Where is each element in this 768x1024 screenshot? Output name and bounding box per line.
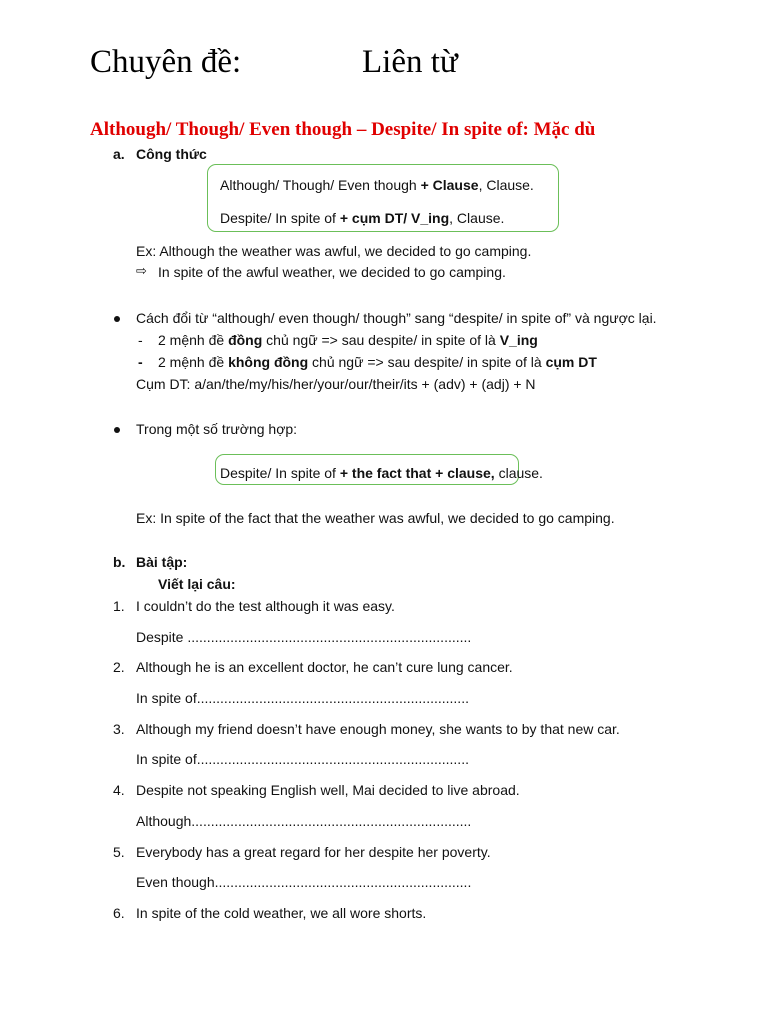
bullet-icon [114,427,120,433]
exercise-number: 3. [113,721,125,737]
rule-different-subject: 2 mệnh đề không đồng chủ ngữ => sau despite/ in spite of là cụm DT [158,354,597,370]
special-formula: Despite/ In spite of + the fact that + clause, clause. [220,465,543,481]
rule-dash: - [138,332,143,348]
section-b-label: Bài tập: [136,554,188,570]
conversion-intro: Cách đổi từ “although/ even though/ though” sang “despite/ in spite of” và ngược lại. [136,310,657,326]
formula-although: Although/ Though/ Even though + Clause, Clause. [220,177,534,193]
exercise-sentence: In spite of the cold weather, we all wore shorts. [136,905,427,921]
example-although: Ex: Although the weather was awful, we decided to go camping. [136,243,532,259]
exercise-sentence: I couldn’t do the test although it was easy. [136,598,395,614]
exercise-number: 4. [113,782,125,798]
exercise-number: 1. [113,598,125,614]
special-case-intro: Trong một số trường hợp: [136,421,298,437]
exercise-answer-line[interactable]: Despite ......................................................................... [136,629,472,645]
section-b-marker: b. [113,554,126,570]
exercise-answer-line[interactable]: Even though.................................................................. [136,874,472,890]
section-heading: Although/ Though/ Even though – Despite/ In spite of: Mặc dù [90,119,596,140]
noun-phrase-definition: Cụm DT: a/an/the/my/his/her/your/our/their/its + (adv) + (adj) + N [136,376,536,392]
arrow-right-icon: ⇨ [136,264,147,279]
section-a-label: Công thức [136,146,207,162]
rule-dash: - [138,354,143,370]
exercise-sentence: Although he is an excellent doctor, he can’t cure lung cancer. [136,659,513,675]
exercise-sentence: Despite not speaking English well, Mai decided to live abroad. [136,782,520,798]
example-rewrite: In spite of the awful weather, we decided to go camping. [158,264,506,280]
exercise-number: 5. [113,844,125,860]
section-a-marker: a. [113,146,125,162]
exercise-sentence: Everybody has a great regard for her despite her poverty. [136,844,491,860]
exercise-answer-line[interactable]: In spite of...................................................................... [136,690,469,706]
formula-despite: Despite/ In spite of + cụm DT/ V_ing, Clause. [220,210,505,226]
exercise-answer-line[interactable]: Although........................................................................ [136,813,472,829]
exercise-number: 2. [113,659,125,675]
rule-same-subject: 2 mệnh đề đồng chủ ngữ => sau despite/ in spite of là V_ing [158,332,538,348]
bullet-icon [114,316,120,322]
page-title-subject: Liên từ [362,44,458,80]
section-b-sublabel: Viết lại câu: [158,576,236,592]
exercise-answer-line[interactable]: In spite of...................................................................... [136,751,469,767]
page-title-topic: Chuyên đề: [90,44,242,80]
exercise-number: 6. [113,905,125,921]
exercise-sentence: Although my friend doesn’t have enough money, she wants to by that new car. [136,721,620,737]
special-case-example: Ex: In spite of the fact that the weather was awful, we decided to go camping. [136,510,615,526]
